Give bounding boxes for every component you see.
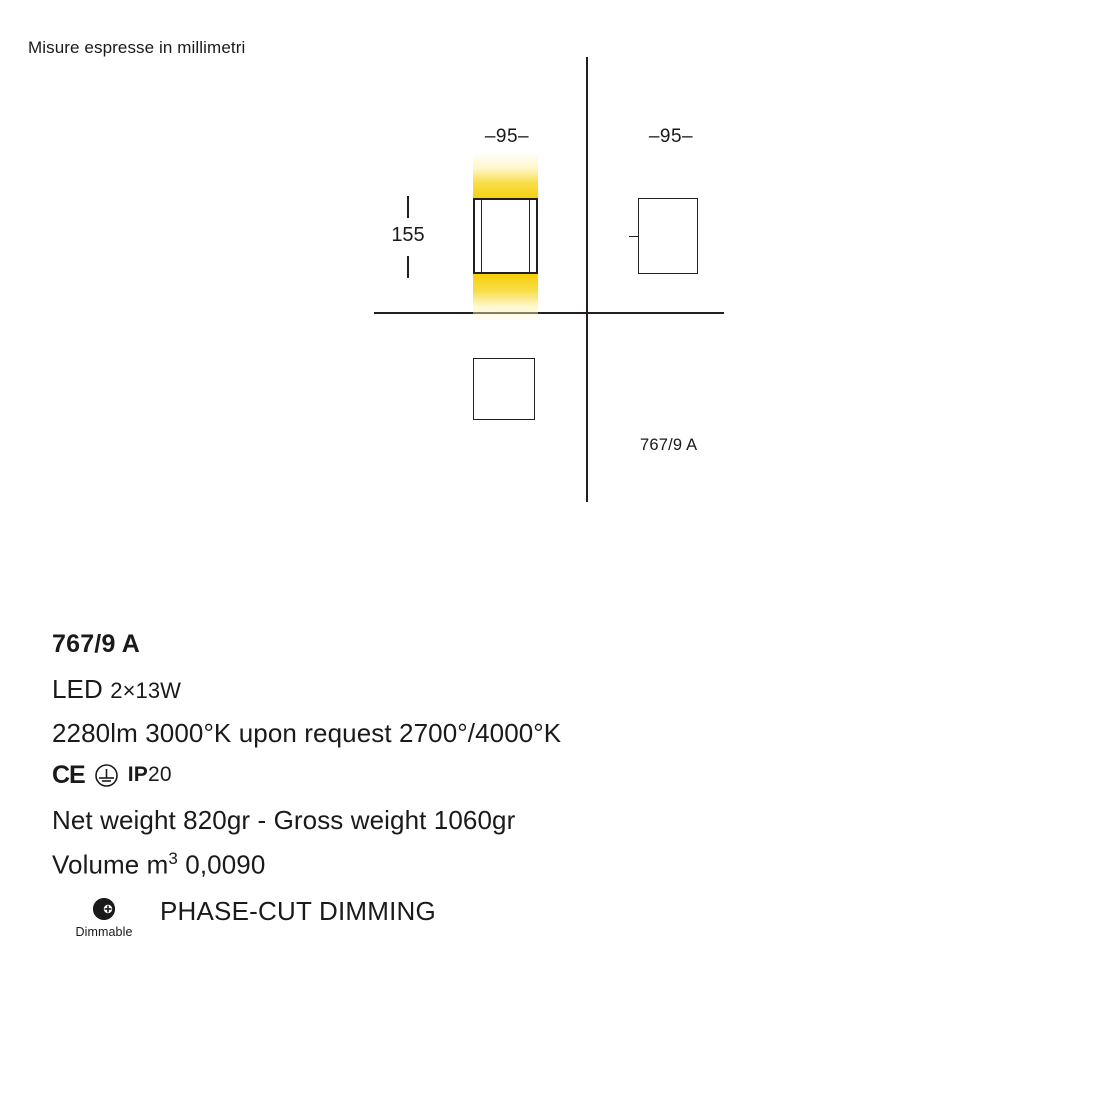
led-prefix-label: LED bbox=[52, 674, 103, 704]
ce-mark-icon: CE bbox=[52, 760, 85, 789]
certification-line bbox=[52, 760, 1052, 790]
side-view-outline bbox=[638, 198, 698, 274]
light-glow-up-icon bbox=[473, 152, 538, 200]
technical-drawing bbox=[360, 40, 780, 480]
volume-prefix: Volume m bbox=[52, 849, 169, 880]
led-multiply-sign: × bbox=[122, 678, 136, 703]
side-view-center-tick bbox=[629, 236, 639, 237]
weight-line: Net weight 820gr - Gross weight 1060gr bbox=[52, 805, 516, 835]
vertical-axis-line bbox=[586, 57, 588, 502]
front-view-outline bbox=[473, 198, 538, 274]
led-quantity: 2 bbox=[110, 678, 123, 703]
product-model-title: 767/9 A bbox=[52, 630, 141, 658]
class-2-double-insulation-icon bbox=[94, 763, 119, 788]
lumen-color-temperature-line: 2280lm 3000°K upon request 2700°/4000°K bbox=[52, 717, 562, 748]
height-dimension-tick-top bbox=[407, 196, 409, 218]
height-dimension-tick-bottom bbox=[407, 256, 409, 278]
ip-prefix: IP bbox=[127, 763, 148, 786]
dimmable-caption: Dimmable bbox=[75, 924, 133, 939]
dimming-row bbox=[52, 895, 1052, 939]
horizontal-axis-line bbox=[374, 312, 724, 314]
width-dimension-front: –95– bbox=[484, 126, 530, 147]
dimming-icon-group bbox=[52, 895, 140, 939]
volume-exponent: 3 bbox=[168, 848, 178, 868]
plan-view-outline bbox=[473, 358, 535, 420]
led-spec-line bbox=[52, 673, 1052, 706]
front-view-left-edge-line bbox=[476, 200, 482, 272]
product-specification bbox=[52, 630, 1052, 939]
front-view-right-edge-line bbox=[529, 200, 535, 272]
volume-value: 0,0090 bbox=[185, 849, 266, 880]
ip-rating bbox=[128, 763, 172, 787]
light-glow-down-icon bbox=[473, 274, 538, 322]
measurement-units-note: Misure espresse in millimetri bbox=[28, 38, 246, 57]
drawing-code-label: 767/9 A bbox=[640, 436, 698, 454]
volume-line bbox=[52, 848, 1052, 881]
dimmable-icon bbox=[90, 895, 118, 923]
width-dimension-side: –95– bbox=[648, 126, 694, 147]
led-power: 13W bbox=[135, 678, 182, 703]
ip-value: 20 bbox=[147, 763, 172, 786]
height-dimension: 155 bbox=[391, 224, 425, 246]
dimming-type-label: PHASE-CUT DIMMING bbox=[160, 895, 436, 926]
